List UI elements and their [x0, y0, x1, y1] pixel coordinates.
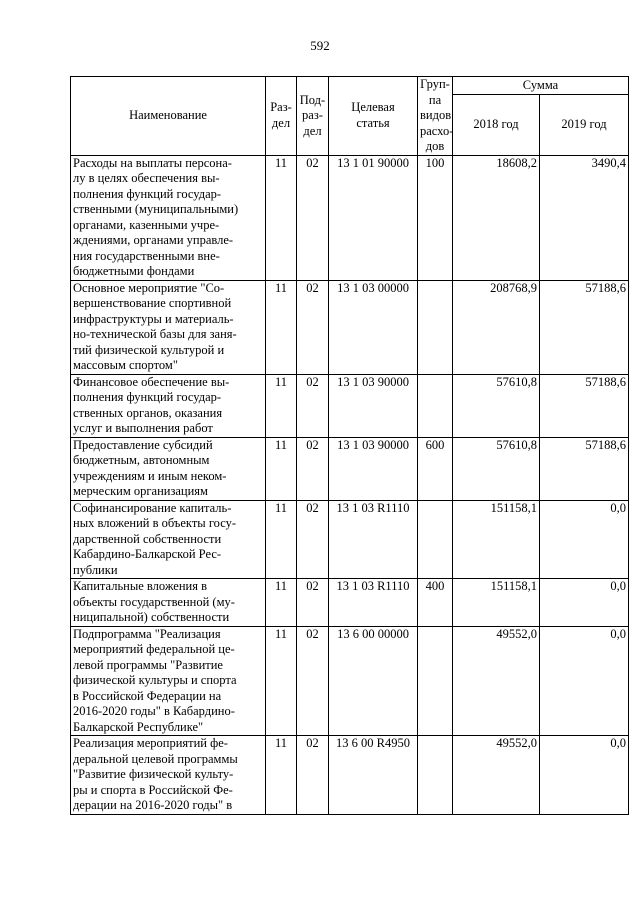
header-target-article: [329, 77, 418, 156]
row-name-line: публики: [73, 562, 118, 577]
row-expense-group: [418, 736, 453, 815]
row-name-line: физической культуры и спорта: [73, 673, 237, 687]
table-row: [71, 155, 629, 280]
row-target-article: 13 1 03 R1110: [329, 579, 418, 627]
row-subsection: 02: [297, 155, 329, 280]
row-expense-group: [418, 374, 453, 437]
row-name: [71, 155, 266, 280]
row-name: [71, 626, 266, 736]
header-section-label: Раз- дел: [270, 100, 292, 130]
row-sum-2019: 57188,6: [540, 374, 629, 437]
budget-table: [70, 76, 629, 815]
row-name-line: ждениями, органами управле-: [73, 233, 234, 247]
table-row: [71, 579, 629, 627]
row-sum-2018: 57610,8: [453, 437, 540, 500]
row-name-line: бюджетным, автономным: [73, 453, 210, 467]
row-name-line: массовым спортом": [73, 358, 178, 372]
row-section: 11: [266, 500, 297, 579]
header-name: Наименование: [71, 77, 266, 156]
table-row: [71, 437, 629, 500]
row-sum-2018: 57610,8: [453, 374, 540, 437]
row-name-line: ниципальной) собственности: [73, 610, 230, 624]
row-sum-2019: 0,0: [540, 579, 629, 627]
row-name-line: Реализация мероприятий фе-: [73, 736, 228, 750]
row-name-line: услуг и выполнения работ: [73, 421, 213, 435]
row-name-line: объекты государственной (му-: [73, 594, 235, 609]
row-name: [71, 280, 266, 374]
row-expense-group: 100: [418, 155, 453, 280]
row-name-line: ственных органов, оказания: [73, 405, 223, 420]
row-target-article: 13 1 03 R1110: [329, 500, 418, 579]
row-name-line: вершенствование спортивной: [73, 296, 232, 310]
row-subsection: 02: [297, 374, 329, 437]
row-name-line: инфраструктуры и материаль-: [73, 311, 234, 326]
row-expense-group: [418, 280, 453, 374]
row-name-line: Основное мероприятие "Со-: [73, 280, 225, 295]
row-name: [71, 500, 266, 579]
row-subsection: 02: [297, 280, 329, 374]
row-sum-2019: 0,0: [540, 626, 629, 736]
row-name: [71, 437, 266, 500]
row-sum-2019: 0,0: [540, 500, 629, 579]
row-name-line: Софинансирование капиталь-: [73, 500, 232, 515]
header-year-2019: 2019 год: [540, 95, 629, 155]
header-subsection: [297, 77, 329, 156]
row-sum-2018: 151158,1: [453, 500, 540, 579]
header-section: [266, 77, 297, 156]
row-name-line: Подпрограмма "Реализация: [73, 626, 221, 641]
row-subsection: 02: [297, 736, 329, 815]
row-name-line: Финансовое обеспечение вы-: [73, 374, 230, 389]
row-name-line: Предоставление субсидий: [73, 437, 213, 452]
table-row: [71, 374, 629, 437]
header-sum: Сумма: [453, 77, 629, 95]
row-target-article: 13 1 01 90000: [329, 155, 418, 280]
row-target-article: 13 6 00 00000: [329, 626, 418, 736]
row-expense-group: 600: [418, 437, 453, 500]
row-name-line: лу в целях обеспечения вы-: [73, 171, 220, 185]
row-name-line: ры и спорта в Российской Фе-: [73, 782, 233, 797]
row-target-article: 13 6 00 R4950: [329, 736, 418, 815]
row-name-line: Расходы на выплаты персона-: [73, 155, 232, 170]
row-name-line: Кабардино-Балкарской Рес-: [73, 547, 222, 561]
row-name-line: органами, казенными учре-: [73, 217, 220, 232]
row-name-line: но-технической базы для заня-: [73, 327, 237, 341]
row-name-line: ния государственными вне-: [73, 248, 220, 263]
row-sum-2018: 208768,9: [453, 280, 540, 374]
row-subsection: 02: [297, 579, 329, 627]
row-sum-2018: 151158,1: [453, 579, 540, 627]
table-row: [71, 626, 629, 736]
row-sum-2019: 57188,6: [540, 437, 629, 500]
row-expense-group: [418, 500, 453, 579]
row-name-line: деральной целевой программы: [73, 751, 238, 766]
row-subsection: 02: [297, 626, 329, 736]
row-name-line: ных вложений в объекты госу-: [73, 516, 236, 530]
table-row: [71, 500, 629, 579]
row-name-line: Балкарской Республике": [73, 719, 204, 734]
row-section: 11: [266, 736, 297, 815]
row-sum-2019: 0,0: [540, 736, 629, 815]
header-target-article-label: Целевая статья: [351, 100, 395, 130]
row-sum-2018: 49552,0: [453, 736, 540, 815]
row-sum-2019: 3490,4: [540, 155, 629, 280]
row-name-line: дарственной собственности: [73, 531, 222, 546]
row-name: [71, 374, 266, 437]
row-section: 11: [266, 280, 297, 374]
row-name: [71, 579, 266, 627]
row-name-line: ственными (муниципальными): [73, 202, 239, 216]
row-target-article: 13 1 03 90000: [329, 374, 418, 437]
row-subsection: 02: [297, 437, 329, 500]
table-body: [71, 155, 629, 814]
row-name-line: дерации на 2016-2020 годы" в: [73, 798, 233, 812]
row-section: 11: [266, 579, 297, 627]
row-section: 11: [266, 626, 297, 736]
row-target-article: 13 1 03 00000: [329, 280, 418, 374]
row-name-line: бюджетными фондами: [73, 264, 195, 278]
row-sum-2018: 49552,0: [453, 626, 540, 736]
table-row: [71, 280, 629, 374]
row-name-line: в Российской Федерации на: [73, 688, 222, 703]
row-name-line: тий физической культурой и: [73, 342, 225, 357]
row-expense-group: [418, 626, 453, 736]
row-name-line: "Развитие физической культу-: [73, 767, 234, 781]
header-expense-groups: [418, 77, 453, 156]
header-year-2018: 2018 год: [453, 95, 540, 155]
header-expense-groups-label: Груп- па видов расхо- дов: [420, 77, 454, 153]
row-section: 11: [266, 155, 297, 280]
page-number: 592: [310, 38, 330, 53]
table-row: [71, 736, 629, 815]
row-name-line: полнения функций государ-: [73, 390, 222, 404]
row-name-line: Капитальные вложения в: [73, 579, 207, 593]
row-target-article: 13 1 03 90000: [329, 437, 418, 500]
row-name-line: мероприятий федеральной це-: [73, 642, 235, 656]
row-name: [71, 736, 266, 815]
header-subsection-label: Под- раз- дел: [299, 92, 326, 138]
row-section: 11: [266, 437, 297, 500]
row-subsection: 02: [297, 500, 329, 579]
row-name-line: левой программы "Развитие: [73, 657, 223, 672]
row-expense-group: 400: [418, 579, 453, 627]
row-name-line: полнения функций государ-: [73, 186, 222, 201]
row-name-line: 2016-2020 годы" в Кабардино-: [73, 704, 235, 718]
row-name-line: учреждениям и иным неком-: [73, 468, 227, 483]
row-name-line: мерческим организациям: [73, 484, 208, 498]
row-section: 11: [266, 374, 297, 437]
row-sum-2018: 18608,2: [453, 155, 540, 280]
row-sum-2019: 57188,6: [540, 280, 629, 374]
